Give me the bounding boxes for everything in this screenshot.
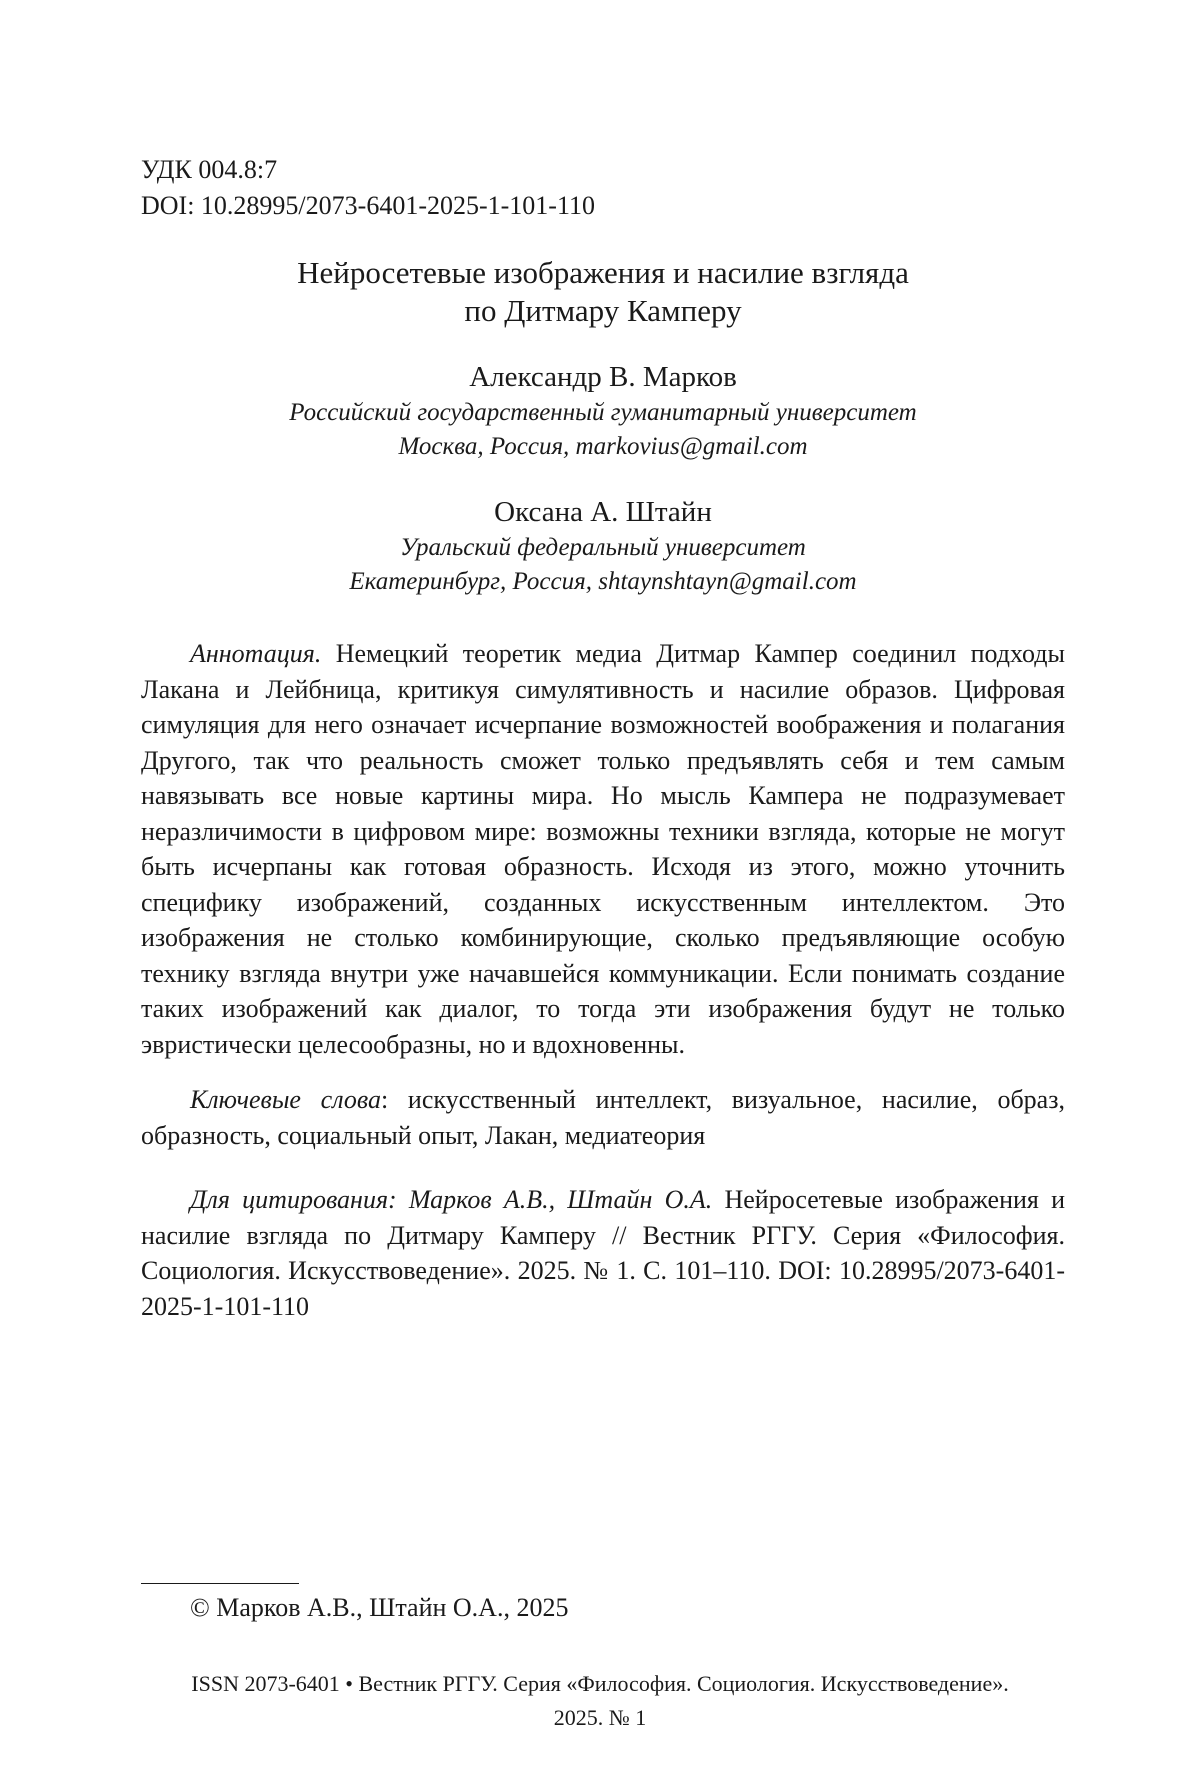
udk-code: УДК 004.8:7 <box>141 152 595 188</box>
title-line-1: Нейросетевые изображения и насилие взгляда <box>141 254 1065 292</box>
author-name: Александр В. Марков <box>141 358 1065 396</box>
copyright-footnote: © Марков А.В., Штайн О.А., 2025 <box>190 1590 568 1626</box>
article-title <box>141 254 1065 330</box>
abstract-text: Немецкий теоретик медиа Дитмар Кампер соединил подходы Лакана и Лейбница, критикуя симулятивность и насилие образов. Цифровая симуляция для него означает исчерпание возможностей воображения и полагания Другого, так что реальность сможет только предъявлять себя и тем самым навязывать все новые картины мира. Но мысль Кампера не подразумевает неразличимости в цифровом мире: возможны техники взгляда, которые не могут быть исчерпаны как готовая образность. Исходя из этого, можно уточнить специфику изображений, созданных искусственным интеллектом. Это изображения не столько комбинирующие, сколько предъявляющие особую технику взгляда внутри уже начавшейся коммуникации. Если понимать создание таких изображений как диалог, то тогда эти изображения будут не только эвристически целесообразны, но и вдохновенны. <box>141 639 1065 1059</box>
author-location-email: Екатеринбург, Россия, shtaynshtayn@gmail.com <box>141 565 1065 599</box>
footer-line-1: ISSN 2073-6401 • Вестник РГГУ. Серия «Философия. Социология. Искусствоведение». <box>60 1667 1140 1701</box>
footnote-divider <box>141 1583 299 1584</box>
abstract-label: Аннотация. <box>190 639 321 668</box>
journal-footer <box>60 1667 1140 1735</box>
article-page <box>0 0 1200 1780</box>
keywords-paragraph <box>141 1082 1065 1153</box>
author-name: Оксана А. Штайн <box>141 493 1065 531</box>
doi-code: DOI: 10.28995/2073-6401-2025-1-101-110 <box>141 188 595 224</box>
keywords-label: Ключевые слова <box>190 1085 381 1114</box>
abstract-paragraph <box>141 636 1065 1062</box>
title-line-2: по Дитмару Камперу <box>141 292 1065 330</box>
footer-line-2: 2025. № 1 <box>60 1701 1140 1735</box>
citation-text: Нейросетевые изображения и насилие взгляда по Дитмару Камперу // Вестник РГГУ. Серия «Философия. Социология. Искусствоведение». 2025. № 1. С. 101–110. DOI: 10.28995/2073-6401-2025-1-101-110 <box>141 1185 1065 1321</box>
author-block-1 <box>141 358 1065 464</box>
author-affiliation: Уральский федеральный университет <box>141 531 1065 565</box>
citation-paragraph <box>141 1182 1065 1324</box>
article-meta <box>141 152 595 224</box>
author-affiliation: Российский государственный гуманитарный университет <box>141 396 1065 430</box>
abstract <box>141 636 1065 1062</box>
citation-label: Для цитирования: Марков А.В., Штайн О.А. <box>190 1185 712 1214</box>
keywords-text: : искусственный интеллект, визуальное, насилие, образ, образность, социальный опыт, Лакан, медиатеория <box>141 1085 1065 1150</box>
author-location-email: Москва, Россия, markovius@gmail.com <box>141 430 1065 464</box>
citation <box>141 1182 1065 1324</box>
keywords <box>141 1082 1065 1153</box>
author-block-2 <box>141 493 1065 599</box>
